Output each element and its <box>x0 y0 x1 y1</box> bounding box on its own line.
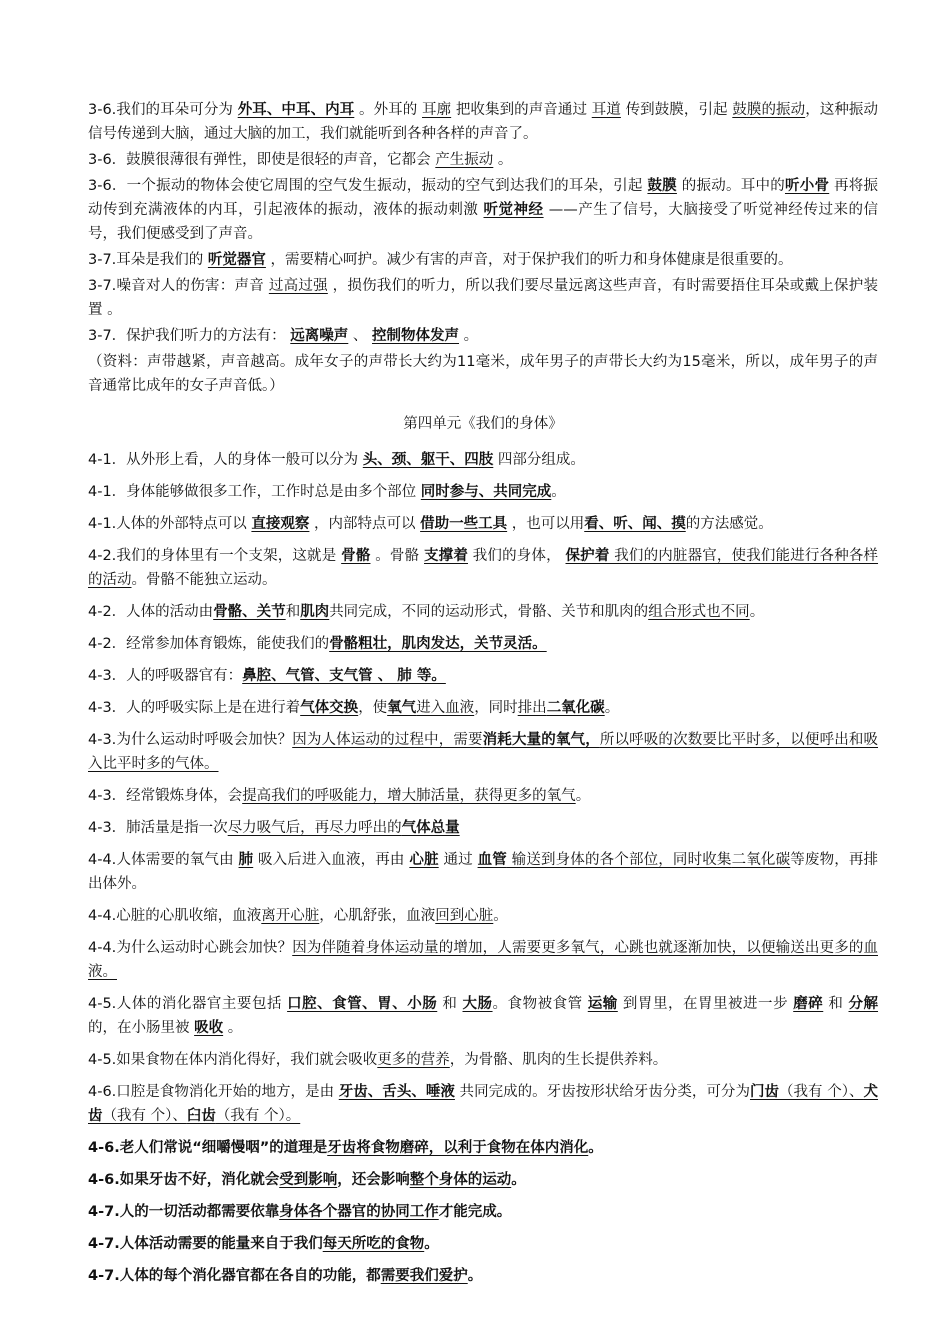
text-segment: 4-6.口腔是食物消化开始的地方，是由 <box>88 1084 339 1100</box>
answer-blank: 控制物体发声 <box>372 328 460 344</box>
paragraph-4-3-d <box>88 784 878 808</box>
paragraph-4-6-a <box>88 1080 878 1128</box>
paragraph-4-2-c <box>88 632 878 656</box>
answer-blank: 更多的营养 <box>377 1052 450 1068</box>
answer-blank: 臼齿 <box>186 1108 216 1124</box>
paragraph-3-6-b <box>88 148 878 172</box>
paragraph-4-2-b <box>88 600 878 624</box>
paragraph-4-3-b <box>88 696 878 720</box>
text-segment: （资料：声带越紧，声音越高。成年女子的声带长大约为11毫米，成年男子的声带长大约为15毫米，所以，成年男子的声音通常比成年的女子声音低。） <box>88 354 878 394</box>
answer-blank: 血管 <box>477 852 507 868</box>
paragraph-4-6-c <box>88 1168 878 1192</box>
paragraph-4-3-e <box>88 816 878 840</box>
text-segment: ，也可以用 <box>507 516 585 532</box>
text-segment: 4-3．肺活量是指一次 <box>88 820 228 836</box>
text-segment: 。 <box>467 1268 483 1284</box>
answer-blank: （我有 个）、 <box>779 1084 864 1100</box>
text-segment: 。 <box>551 484 566 500</box>
text-segment: 的振动。耳中的 <box>676 178 785 194</box>
text-segment: 再将振动传到充满液体的内耳，引起液体的振动，液体的振动刺激 <box>88 178 879 218</box>
paragraph-4-7-c <box>88 1264 878 1288</box>
answer-blank: 分解 <box>848 996 879 1012</box>
text-segment: 4-6.老人们常说“细嚼慢咽”的道理是 <box>88 1140 328 1156</box>
answer-blank: 身体各个器官的协同工作 <box>279 1204 439 1220</box>
text-segment: 4-7.人体的每个消化器官都在各自的功能，都 <box>88 1268 381 1284</box>
text-segment: ，损伤我们的听力，所以我们要尽量远离这些声音，有时需要捂住耳朵或戴上保护装置 。 <box>88 278 878 318</box>
text-segment: 和 <box>285 604 301 620</box>
text-segment: 4-4.心脏的心肌收缩，血液 <box>88 908 262 924</box>
text-segment: 4-1．身体能够做很多工作，工作时总是由多个部位 <box>88 484 421 500</box>
text-segment: 的，在小肠里被 <box>88 1020 195 1036</box>
answer-blank: 过高过强 <box>268 278 328 294</box>
unit3-section <box>88 98 878 398</box>
text-segment: 3-7.噪音对人的伤害：声音 <box>88 278 269 294</box>
answer-blank: 肺 <box>238 852 254 868</box>
paragraph-4-5-b <box>88 1048 878 1072</box>
text-segment: ，使 <box>358 700 388 716</box>
paragraph-4-3-c <box>88 728 878 776</box>
answer-blank: 保护着 <box>565 548 610 564</box>
answer-blank: 产生振动 <box>435 152 494 168</box>
paragraph-4-6-b <box>88 1136 878 1160</box>
text-segment: 3-6．一个振动的物体会使它周围的空气发生振动，振动的空气到达我们的耳朵，引起 <box>88 178 648 194</box>
paragraph-4-4-b <box>88 904 878 928</box>
paragraph-4-3-a <box>88 664 878 688</box>
text-segment: 。 <box>493 908 508 924</box>
paragraph-4-1-b <box>88 480 878 504</box>
answer-blank: 因为伴随着身体运动量的增加，人需要更多氧气，心跳也就逐渐加快，以便输送出更多的血液。 <box>88 940 878 980</box>
answer-blank: 提高我们的呼吸能力，增大肺活量，获得更多的氧气 <box>242 788 576 804</box>
paragraph-4-1-c <box>88 512 878 536</box>
answer-blank: 整个身体的运动 <box>409 1172 512 1188</box>
answer-blank: 鼓膜的振动 <box>732 102 806 118</box>
text-segment: 、 <box>348 328 373 344</box>
answer-blank: 直接观察 <box>251 516 310 532</box>
text-segment: 4-2.我们的身体里有一个支架，这就是 <box>88 548 342 564</box>
answer-blank: 听小骨 <box>784 178 830 194</box>
text-segment: 4-2．经常参加体育锻炼，能使我们的 <box>88 636 330 652</box>
paragraph-3-7-a <box>88 248 878 272</box>
text-segment: 。 <box>604 700 620 716</box>
unit4-title: 第四单元《我们的身体》 <box>403 416 563 432</box>
text-segment: 四部分组成。 <box>493 452 585 468</box>
text-segment: 4-2．人体的活动由 <box>88 604 214 620</box>
answer-blank: 吸收 <box>194 1020 224 1036</box>
text-segment: 。 <box>459 328 479 344</box>
answer-blank: 心脏 <box>409 852 439 868</box>
text-segment: 。骨骼 <box>370 548 425 564</box>
text-segment: 4-4.人体需要的氧气由 <box>88 852 239 868</box>
unit4-section <box>88 448 878 1288</box>
answer-blank: 骨骼 <box>341 548 371 564</box>
answer-blank: （我有 个）、 <box>102 1108 187 1124</box>
answer-blank: 组合形式也不同 <box>648 604 750 620</box>
paragraph-4-2-a <box>88 544 878 592</box>
text-segment: 4-3．人的呼吸实际上是在进行着 <box>88 700 301 716</box>
paragraph-4-5-a <box>88 992 878 1040</box>
answer-blank: 所以呼吸的次数要比平时多，以便呼出和吸入比平时多的气体。 <box>88 732 879 772</box>
answer-blank: 鼻腔、气管、支气管 、 肺 等。 <box>242 668 446 684</box>
text-segment: 。 <box>223 1020 243 1036</box>
text-segment: 的方法感觉。 <box>685 516 773 532</box>
text-segment: 4-5.如果食物在体内消化得好，我们就会吸收 <box>88 1052 378 1068</box>
answer-blank: 听觉器官 <box>207 252 266 268</box>
answer-blank: 看、听、闻、摸 <box>584 516 686 532</box>
paragraph-3-6-c <box>88 174 878 246</box>
text-segment: 4-7.人体活动需要的能量来自于我们 <box>88 1236 323 1252</box>
answer-blank: 排出 <box>517 700 547 716</box>
text-segment: 等废物，再排出体外。 <box>88 852 879 892</box>
text-segment: ，还会影响 <box>337 1172 410 1188</box>
paragraph-3-7-b <box>88 274 878 322</box>
text-segment: ，这种振动信号传递到大脑，通过大脑的加工，我们就能听到各种各样的声音了。 <box>88 102 879 142</box>
paragraph-4-4-a <box>88 848 878 896</box>
answer-blank: 骨骼、关节 <box>213 604 286 620</box>
answer-blank: 二氧化碳 <box>546 700 605 716</box>
text-segment: 4-3．经常锻炼身体，会 <box>88 788 243 804</box>
answer-blank: 氧气 <box>387 700 417 716</box>
text-segment: 4-1．从外形上看，人的身体一般可以分为 <box>88 452 363 468</box>
answer-blank: 磨碎 <box>793 996 824 1012</box>
answer-blank: 气体交换 <box>300 700 359 716</box>
paragraph-4-7-a <box>88 1200 878 1224</box>
text-segment: 4-5.人体的消化器官主要包括 <box>88 996 288 1012</box>
answer-blank: 因为人体运动的过程中，需要 <box>292 732 483 748</box>
answer-blank: 借助一些工具 <box>420 516 508 532</box>
answer-blank: 鼓膜 <box>647 178 677 194</box>
answer-blank: 牙齿、舌头、唾液 <box>338 1084 455 1100</box>
answer-blank: 骨骼粗壮，肌肉发达，关节灵活。 <box>329 636 547 652</box>
paragraph-3-6-a <box>88 98 878 146</box>
text-segment: 和 <box>437 996 463 1012</box>
text-segment: ，内部特点可以 <box>309 516 421 532</box>
text-segment: 传到鼓膜，引起 <box>620 102 733 118</box>
paragraph-4-4-c <box>88 936 878 984</box>
text-segment: 。 <box>749 604 765 620</box>
text-segment: 共同完成，不同的运动形式，骨骼、关节和肌肉的 <box>329 604 649 620</box>
answer-blank: 听觉神经 <box>483 202 544 218</box>
answer-blank: 犬齿 <box>88 1084 879 1124</box>
text-segment: 4-1.人体的外部特点可以 <box>88 516 252 532</box>
text-segment: 4-7.人的一切活动都需要依靠 <box>88 1204 280 1220</box>
text-segment: 3-7.耳朵是我们的 <box>88 252 208 268</box>
text-segment: 才能完成。 <box>438 1204 512 1220</box>
text-segment: 。 <box>424 1236 439 1252</box>
document-page <box>88 98 878 1288</box>
text-segment: 4-3.为什么运动时呼吸会加快？ <box>88 732 293 748</box>
answer-blank: （我有 个）。 <box>215 1108 301 1124</box>
text-segment: 。骨骼不能独立运动。 <box>131 572 277 588</box>
answer-blank: 远离噪声 <box>290 328 349 344</box>
answer-blank: 二氧化碳 <box>731 852 791 868</box>
text-segment: 3-7．保护我们听力的方法有： <box>88 328 291 344</box>
text-segment: 3-6.我们的耳朵可分为 <box>88 102 238 118</box>
text-segment: ，心肌舒张，血液 <box>319 908 436 924</box>
answer-blank: 离开心脏 <box>261 908 320 924</box>
text-segment: 。 <box>588 1140 603 1156</box>
text-segment: 3-6．鼓膜很薄很有弹性，即使是很轻的声音，它都会 <box>88 152 436 168</box>
text-segment: ——产生了信号，大脑接受了听觉神经传过来的信号，我们便感受到了声音。 <box>88 202 879 242</box>
answer-blank: 我们的内脏器官，使我们能进行各种各样的活动 <box>88 548 879 588</box>
text-segment: 。 <box>511 1172 526 1188</box>
answer-blank: 头、颈、躯干、四肢 <box>362 452 494 468</box>
answer-blank: 门齿 <box>749 1084 780 1100</box>
text-segment: ，需要精心呵护。减少有害的声音，对于保护我们的听力和身体健康是很重要的。 <box>265 252 793 268</box>
paragraph-4-7-b <box>88 1232 878 1256</box>
answer-blank: 大肠 <box>462 996 493 1012</box>
answer-blank: 耳道 <box>591 102 621 118</box>
answer-blank: 同时参与、共同完成 <box>420 484 552 500</box>
text-segment: 。 <box>575 788 591 804</box>
answer-blank: 肌肉 <box>300 604 330 620</box>
answer-blank: 回到心脏 <box>435 908 494 924</box>
answer-blank: 口腔、食管、胃、小肠 <box>287 996 438 1012</box>
paragraph-note <box>88 350 878 398</box>
answer-blank: 受到影响 <box>279 1172 338 1188</box>
answer-blank: 消耗大量的氧气， <box>482 732 600 748</box>
text-segment: ，同时 <box>474 700 518 716</box>
text-segment: 吸入后进入血液，再由 <box>253 852 410 868</box>
text-segment: 到胃里，在胃里被进一步 <box>617 996 794 1012</box>
answer-blank: 耳廓 <box>422 102 452 118</box>
text-segment: 。食物被食管 <box>492 996 588 1012</box>
text-segment: 4-6.如果牙齿不好，消化就会 <box>88 1172 280 1188</box>
answer-blank: 牙齿将食物磨碎，以利于食物在体内消化 <box>327 1140 589 1156</box>
answer-blank: 输送到身体的各个部位，同时收集 <box>506 852 732 868</box>
text-segment: 。 <box>493 152 513 168</box>
text-segment: 。外耳的 <box>354 102 422 118</box>
text-segment: 把收集到的声音通过 <box>451 102 592 118</box>
text-segment: 我们的身体， <box>468 548 566 564</box>
answer-blank: 运输 <box>587 996 618 1012</box>
text-segment: 和 <box>823 996 849 1012</box>
text-segment: 共同完成的。牙齿按形状给牙齿分类，可分为 <box>454 1084 750 1100</box>
text-segment: ，为骨骼、肌肉的生长提供养料。 <box>449 1052 668 1068</box>
answer-blank: 进入血液 <box>416 700 475 716</box>
paragraph-4-1-a <box>88 448 878 472</box>
answer-blank: 支撑着 <box>424 548 468 564</box>
paragraph-3-7-c <box>88 324 878 348</box>
answer-blank: 气体总量 <box>401 820 460 836</box>
answer-blank: 每天所吃的食物 <box>322 1236 425 1252</box>
text-segment: 通过 <box>438 852 478 868</box>
text-segment: 4-4.为什么运动时心跳会加快？ <box>88 940 293 956</box>
answer-blank: 需要我们爱护 <box>380 1268 468 1284</box>
answer-blank: 尽力吸气后，再尽力呼出的 <box>227 820 402 836</box>
answer-blank: 外耳、中耳、内耳 <box>237 102 355 118</box>
text-segment: 4-3．人的呼吸器官有： <box>88 668 243 684</box>
